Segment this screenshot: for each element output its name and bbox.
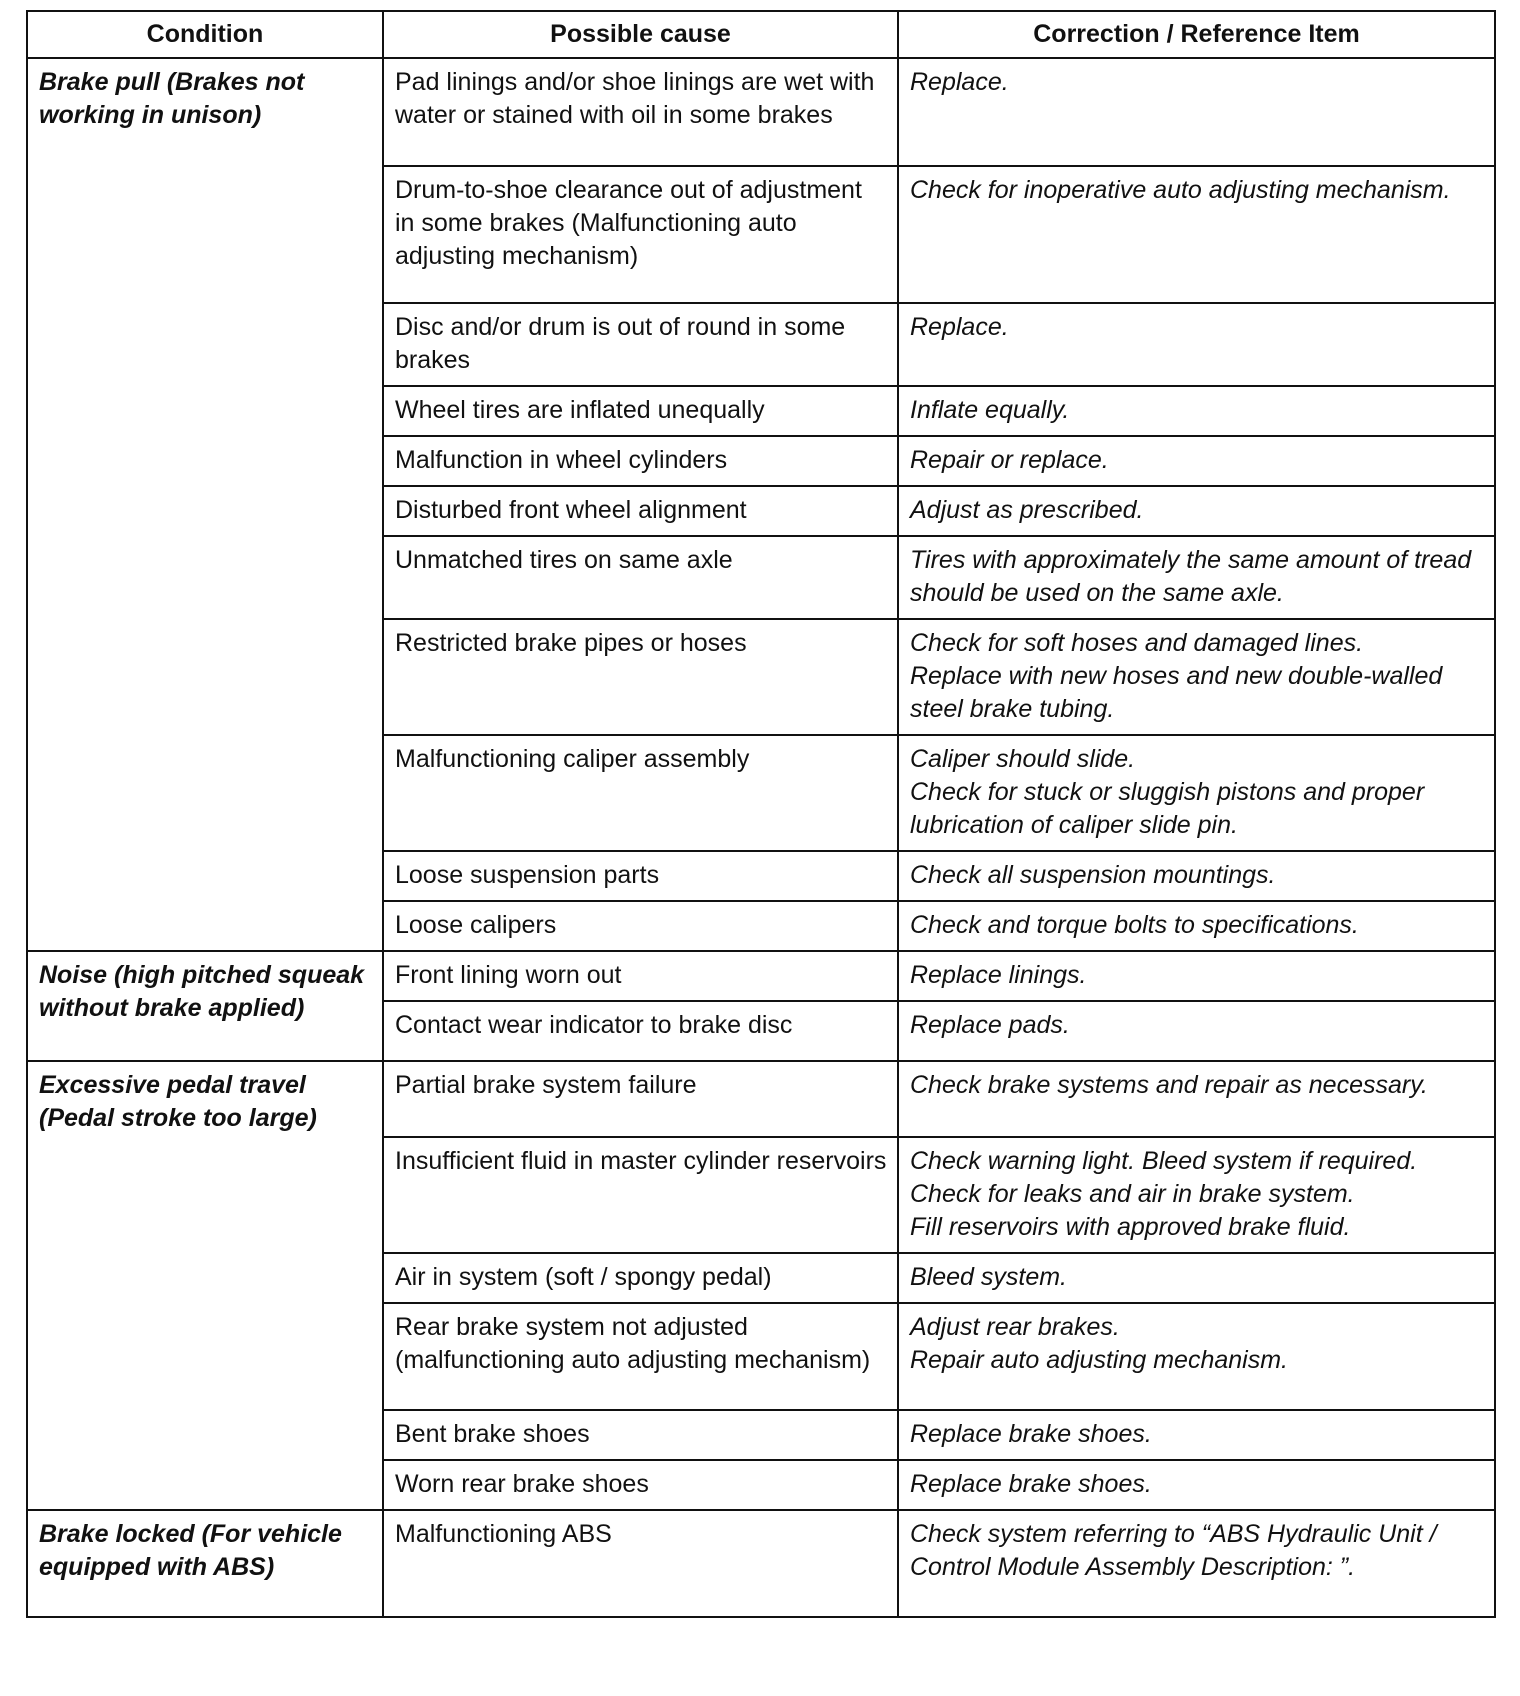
cause-cell: Wheel tires are inflated unequally: [383, 386, 898, 436]
cause-cell: Drum-to-shoe clearance out of adjustment in some brakes (Malfunctioning auto adjusting mechanism): [383, 166, 898, 303]
condition-cell: Excessive pedal travel (Pedal stroke too large): [27, 1061, 383, 1510]
correction-line: Check all suspension mountings.: [910, 861, 1276, 889]
header-possible-cause: Possible cause: [383, 11, 898, 58]
correction-cell: [898, 851, 1495, 901]
correction-line: Adjust rear brakes.: [910, 1313, 1120, 1341]
correction-line: Check for stuck or sluggish pistons and proper lubrication of caliper slide pin.: [910, 778, 1425, 839]
cause-cell: Worn rear brake shoes: [383, 1460, 898, 1510]
correction-line: Replace with new hoses and new double-walled steel brake tubing.: [910, 662, 1443, 723]
correction-line: Repair or replace.: [910, 446, 1109, 474]
correction-cell: [898, 1410, 1495, 1460]
cause-cell: Unmatched tires on same axle: [383, 536, 898, 619]
table-row: [27, 58, 1495, 166]
cause-cell: Front lining worn out: [383, 951, 898, 1001]
correction-line: Check and torque bolts to specifications.: [910, 911, 1359, 939]
condition-cell: Noise (high pitched squeak without brake applied): [27, 951, 383, 1061]
correction-line: Caliper should slide.: [910, 745, 1136, 773]
correction-cell: [898, 166, 1495, 303]
cause-cell: Pad linings and/or shoe linings are wet with water or stained with oil in some brakes: [383, 58, 898, 166]
correction-line: Fill reservoirs with approved brake fluid.: [910, 1213, 1351, 1241]
cause-cell: Malfunctioning ABS: [383, 1510, 898, 1617]
correction-cell: [898, 303, 1495, 386]
correction-line: Repair auto adjusting mechanism.: [910, 1346, 1288, 1374]
cause-cell: Rear brake system not adjusted (malfunctioning auto adjusting mechanism): [383, 1303, 898, 1410]
condition-cell: Brake locked (For vehicle equipped with ABS): [27, 1510, 383, 1617]
correction-line: Check warning light. Bleed system if required.: [910, 1147, 1418, 1175]
correction-cell: [898, 1303, 1495, 1410]
correction-line: Check brake systems and repair as necessary.: [910, 1071, 1428, 1099]
correction-line: Replace.: [910, 313, 1009, 341]
correction-line: Check system referring to “ABS Hydraulic Unit / Control Module Assembly Description: ”.: [910, 1520, 1437, 1581]
correction-line: Replace pads.: [910, 1011, 1070, 1039]
cause-cell: Restricted brake pipes or hoses: [383, 619, 898, 735]
cause-cell: Malfunctioning caliper assembly: [383, 735, 898, 851]
correction-cell: [898, 536, 1495, 619]
cause-cell: Malfunction in wheel cylinders: [383, 436, 898, 486]
correction-cell: [898, 1510, 1495, 1617]
correction-line: Bleed system.: [910, 1263, 1068, 1291]
correction-cell: [898, 1253, 1495, 1303]
table-row: [27, 1510, 1495, 1617]
correction-line: Inflate equally.: [910, 396, 1070, 424]
correction-cell: [898, 735, 1495, 851]
correction-line: Check for inoperative auto adjusting mechanism.: [910, 176, 1451, 204]
correction-cell: [898, 486, 1495, 536]
correction-line: Replace.: [910, 68, 1009, 96]
cause-cell: Air in system (soft / spongy pedal): [383, 1253, 898, 1303]
correction-cell: [898, 951, 1495, 1001]
cause-cell: Bent brake shoes: [383, 1410, 898, 1460]
correction-line: Check for leaks and air in brake system.: [910, 1180, 1355, 1208]
correction-cell: [898, 619, 1495, 735]
table-header-row: [27, 11, 1495, 58]
correction-cell: [898, 901, 1495, 951]
correction-cell: [898, 1001, 1495, 1061]
correction-cell: [898, 58, 1495, 166]
cause-cell: Partial brake system failure: [383, 1061, 898, 1137]
table-body: [27, 58, 1495, 1617]
correction-line: Adjust as prescribed.: [910, 496, 1144, 524]
troubleshooting-table: [26, 10, 1496, 1618]
correction-cell: [898, 1061, 1495, 1137]
cause-cell: Loose suspension parts: [383, 851, 898, 901]
table-row: [27, 951, 1495, 1001]
header-correction: Correction / Reference Item: [898, 11, 1495, 58]
table-row: [27, 1061, 1495, 1137]
correction-cell: [898, 386, 1495, 436]
cause-cell: Disc and/or drum is out of round in some brakes: [383, 303, 898, 386]
correction-cell: [898, 1460, 1495, 1510]
correction-cell: [898, 436, 1495, 486]
condition-cell: Brake pull (Brakes not working in unison): [27, 58, 383, 951]
cause-cell: Insufficient fluid in master cylinder reservoirs: [383, 1137, 898, 1253]
header-condition: Condition: [27, 11, 383, 58]
correction-cell: [898, 1137, 1495, 1253]
cause-cell: Disturbed front wheel alignment: [383, 486, 898, 536]
correction-line: Tires with approximately the same amount of tread should be used on the same axle.: [910, 546, 1472, 607]
correction-line: Replace brake shoes.: [910, 1420, 1152, 1448]
cause-cell: Loose calipers: [383, 901, 898, 951]
correction-line: Check for soft hoses and damaged lines.: [910, 629, 1364, 657]
cause-cell: Contact wear indicator to brake disc: [383, 1001, 898, 1061]
correction-line: Replace linings.: [910, 961, 1087, 989]
correction-line: Replace brake shoes.: [910, 1470, 1152, 1498]
